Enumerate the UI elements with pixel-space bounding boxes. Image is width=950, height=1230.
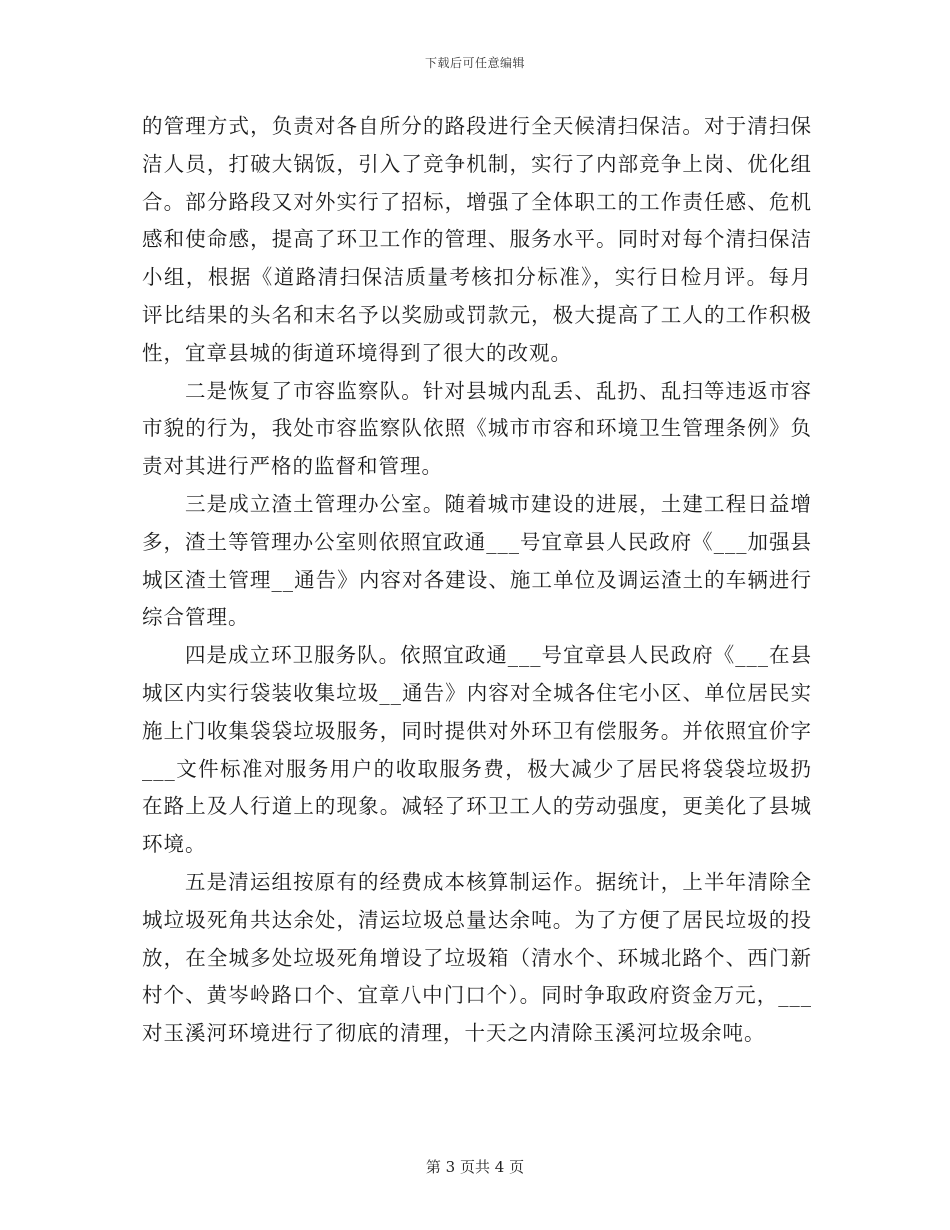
paragraph-sanitation-service: 四是成立环卫服务队。依照宜政通___号宜章县人民政府《___在县城区内实行袋装收集垃圾__通告》内容对全城各住宅小区、单位居民实施上门收集袋袋垃圾服务，同时提供对外环卫有偿服务。并依照宜价字___文件标准对服务用户的收取服务费，极大减少了居民将袋袋垃圾扔在路上及人行道上的现象。减轻了环卫工人的劳动强度，更美化了县城环境。	[142, 643, 812, 857]
paragraph-continuation: 的管理方式，负责对各自所分的路段进行全天候清扫保洁。对于清扫保洁人员，打破大锅饭，引入了竞争机制，实行了内部竞争上岗、优化组合。部分路段又对外实行了招标，增强了全体职工的工作责任感、危机感和使命感，提高了环卫工作的管理、服务水平。同时对每个清扫保洁小组，根据《道路清扫保洁质量考核扣分标准》，实行日检月评。每月评比结果的头名和末名予以奖励或罚款元，极大提高了工人的工作积极性，宜章县城的街道环境得到了很大的改观。	[142, 114, 812, 365]
document-body	[142, 108, 812, 1053]
paragraph-muck-office: 三是成立渣土管理办公室。随着城市建设的进展，土建工程日益增多，渣土等管理办公室则依照宜政通___号宜章县人民政府《___加强县城区渣土管理__通告》内容对各建设、施工单位及调运渣土的车辆进行综合管理。	[142, 491, 812, 630]
paragraph-city-inspection: 二是恢复了市容监察队。针对县城内乱丢、乱扔、乱扫等违返市容市貌的行为，我处市容监察队依照《城市市容和环境卫生管理条例》负责对其进行严格的监督和管理。	[142, 378, 812, 479]
page-header-note: 下载后可任意编辑	[424, 56, 525, 70]
paragraph-transport-group: 五是清运组按原有的经费成本核算制运作。据统计，上半年清除全城垃圾死角共达余处，清运垃圾总量达余吨。为了方便了居民垃圾的投放，在全城多处垃圾死角增设了垃圾箱（清水个、环城北路个、西门新村个、黄岑岭路口个、宜章八中门口个）。同时争取政府资金万元，___对玉溪河环境进行了彻底的清理，十天之内清除玉溪河垃圾余吨。	[142, 869, 812, 1046]
page-number: 第 3 页共 4 页	[425, 1158, 525, 1176]
